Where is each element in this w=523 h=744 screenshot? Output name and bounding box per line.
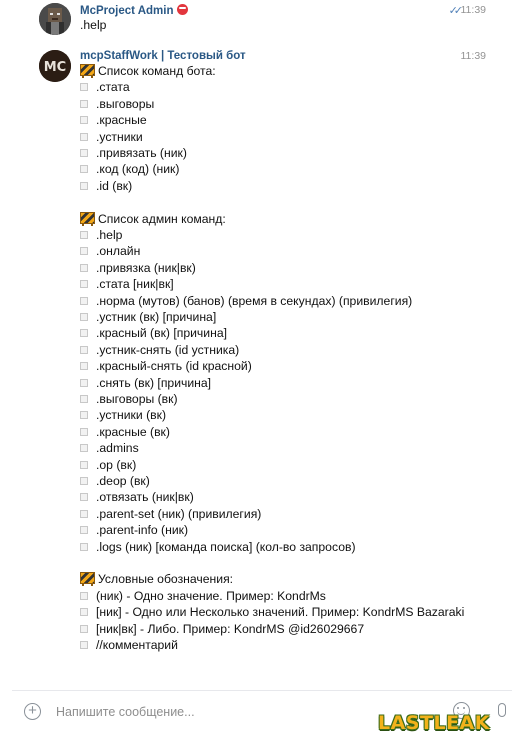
bullet-square-icon: [80, 264, 88, 272]
list-item: [80, 407, 166, 424]
list-item: [80, 112, 147, 129]
list-item-text: .привязать (ник): [96, 146, 187, 160]
section-title: [80, 63, 216, 80]
list-item-text: .id (вк): [96, 178, 133, 193]
bullet-square-icon: [80, 641, 88, 649]
bot-author-name[interactable]: mcpStaffWork | Тестовый бот: [80, 50, 246, 62]
construction-barrier-icon: [80, 64, 95, 76]
list-item: [80, 243, 140, 260]
avatar[interactable]: [39, 3, 71, 35]
list-item: [80, 227, 122, 244]
bullet-square-icon: [80, 313, 88, 321]
bullet-square-icon: [80, 247, 88, 255]
list-item-text: [ник] - Одно или Несколько значений. Пример: KondrMS Bazaraki: [96, 605, 465, 620]
construction-barrier-icon: [80, 212, 95, 224]
list-item-text: .устник-снять (id устника): [96, 342, 240, 357]
list-item: [80, 457, 136, 474]
bot-avatar[interactable]: [39, 50, 71, 82]
list-item-text: .deop (вк): [96, 474, 150, 488]
bullet-square-icon: [80, 346, 88, 354]
list-item-text: .снять (вк) [причина]: [96, 375, 212, 390]
list-item-text: .привязка (ник|вк): [96, 260, 196, 275]
bullet-square-icon: [80, 510, 88, 518]
section-title-text: Список команд бота:: [98, 64, 216, 78]
bullet-square-icon: [80, 100, 88, 108]
bullet-square-icon: [80, 297, 88, 305]
list-item-text: .стата: [96, 80, 130, 95]
list-item: [80, 588, 326, 605]
list-item: [80, 79, 130, 96]
list-item-text: .выговоры (вк): [96, 392, 178, 406]
message-time: 11:39: [460, 50, 486, 62]
list-item: [80, 293, 412, 310]
read-check-icon: ✓✓: [448, 5, 459, 17]
bullet-square-icon: [80, 477, 88, 485]
list-item-text: .parent-set (ник) (привилегия): [96, 506, 262, 521]
author-name-text[interactable]: McProject Admin: [80, 5, 174, 17]
bullet-square-icon: [80, 608, 88, 616]
bullet-square-icon: [80, 329, 88, 337]
list-item-text: .admins: [96, 441, 139, 456]
message-time: 11:39: [460, 4, 486, 16]
bullet-square-icon: [80, 592, 88, 600]
bullet-square-icon: [80, 444, 88, 452]
list-item-text: .устник (вк) [причина]: [96, 310, 217, 324]
list-item: [80, 637, 178, 654]
list-item: [80, 391, 178, 408]
list-item: [80, 375, 211, 392]
list-item: [80, 276, 174, 293]
bullet-square-icon: [80, 625, 88, 633]
list-item-text: .logs (ник) [команда поиска] (кол-во запросов): [96, 539, 356, 554]
list-item-text: .выговоры: [96, 96, 155, 111]
bullet-square-icon: [80, 149, 88, 157]
no-entry-emoji-icon: [177, 4, 188, 15]
bullet-square-icon: [80, 83, 88, 91]
bullet-square-icon: [80, 543, 88, 551]
list-item-text: [ник|вк] - Либо. Пример: KondrMS @id26029667: [96, 621, 365, 636]
list-item-text: .op (вк): [96, 457, 137, 472]
list-item: [80, 440, 139, 457]
list-item: [80, 539, 356, 556]
message-text: .help: [80, 18, 107, 32]
list-item: [80, 309, 216, 326]
list-item: [80, 424, 170, 441]
construction-barrier-icon: [80, 572, 95, 584]
list-item-text: //комментарий: [96, 638, 178, 652]
list-item: [80, 145, 187, 162]
list-item: [80, 506, 261, 523]
list-item-text: .устники: [96, 129, 143, 144]
section-title-text: Условные обозначения:: [98, 572, 234, 587]
list-item-text: .help: [96, 228, 123, 242]
section-title-text: Список админ команд:: [98, 211, 226, 226]
list-item: [80, 522, 188, 539]
list-item: [80, 260, 196, 277]
bullet-square-icon: [80, 362, 88, 370]
bullet-square-icon: [80, 379, 88, 387]
list-item: [80, 489, 194, 506]
bullet-square-icon: [80, 116, 88, 124]
list-item-text: .красные (вк): [96, 424, 170, 439]
list-item-text: .код (код) (ник): [96, 162, 180, 177]
list-item-text: .красный-снять (id красной): [96, 359, 252, 374]
list-item-text: .красный (вк) [причина]: [96, 326, 227, 341]
list-item: [80, 342, 239, 359]
bullet-square-icon: [80, 231, 88, 239]
bullet-square-icon: [80, 461, 88, 469]
list-item: [80, 621, 364, 638]
list-item-text: .отвязать (ник|вк): [96, 490, 194, 505]
list-item-text: .онлайн: [96, 244, 141, 259]
bullet-square-icon: [80, 411, 88, 419]
svg-text:MC: MC: [43, 60, 67, 75]
section-title: [80, 571, 233, 588]
list-item: [80, 604, 464, 621]
bullet-square-icon: [80, 165, 88, 173]
bullet-square-icon: [80, 182, 88, 190]
list-item: [80, 161, 179, 178]
section-title: [80, 211, 226, 228]
list-item-text: .норма (мутов) (банов) (время в секундах) (привилегия): [96, 293, 413, 308]
list-item-text: .parent-info (ник): [96, 523, 189, 538]
microphone-icon[interactable]: [498, 703, 506, 717]
watermark-logo: LASTLEAK: [378, 712, 490, 734]
list-item: [80, 96, 154, 113]
bullet-square-icon: [80, 395, 88, 403]
list-item-text: (ник) - Одно значение. Пример: KondrMs: [96, 588, 326, 603]
list-item-text: .устники (вк): [96, 408, 167, 423]
bullet-square-icon: [80, 526, 88, 534]
list-item: [80, 325, 227, 342]
list-item: [80, 129, 143, 146]
list-item: [80, 358, 252, 375]
bullet-square-icon: [80, 428, 88, 436]
list-item-text: .красные: [96, 113, 147, 128]
author-name[interactable]: [80, 4, 188, 17]
bullet-square-icon: [80, 280, 88, 288]
attach-plus-icon[interactable]: +: [24, 703, 41, 720]
list-item: [80, 473, 150, 490]
bullet-square-icon: [80, 133, 88, 141]
list-item-text: .стата [ник|вк]: [96, 277, 174, 292]
bullet-square-icon: [80, 493, 88, 501]
list-item: [80, 178, 132, 195]
